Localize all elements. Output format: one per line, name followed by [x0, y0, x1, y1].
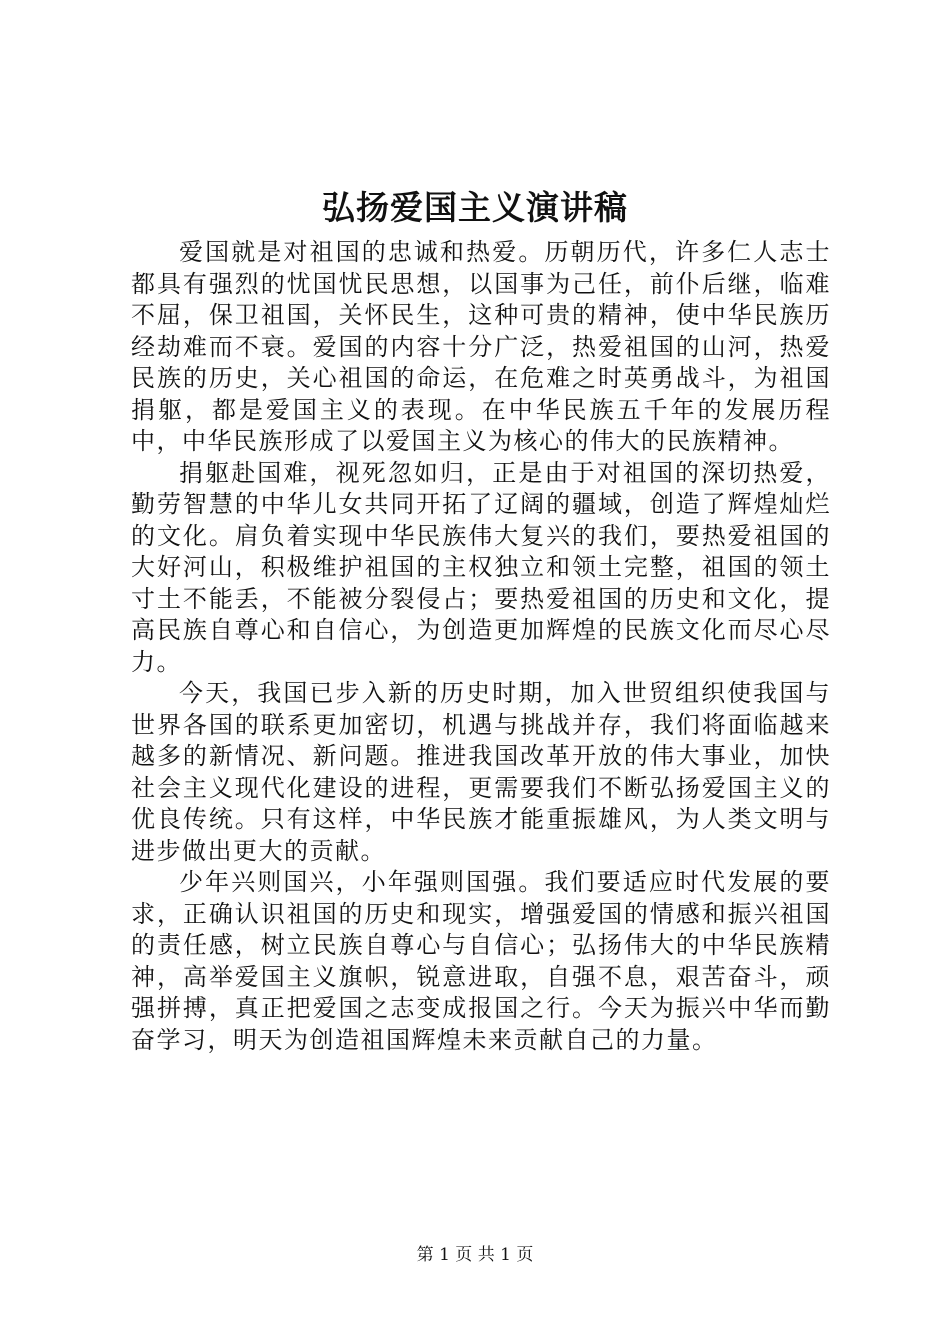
paragraph-3: 今天，我国已步入新的历史时期，加入世贸组织使我国与世界各国的联系更加密切，机遇与挑战并存，我们将面临越来越多的新情况、新问题。推进我国改革开放的伟大事业，加快社会主义现代化建设的进程，更需要我们不断弘扬爱国主义的优良传统。只有这样，中华民族才能重振雄风，为人类文明与进步做出更大的贡献。	[131, 679, 831, 865]
page-number-footer: 第 1 页 共 1 页	[416, 1245, 534, 1265]
document-title: 弘扬爱国主义演讲稿	[322, 188, 628, 227]
paragraph-2: 捐躯赴国难，视死忽如归，正是由于对祖国的深切热爱，勤劳智慧的中华儿女共同开拓了辽阔的疆域，创造了辉煌灿烂的文化。肩负着实现中华民族伟大复兴的我们，要热爱祖国的大好河山，积极维护祖国的主权独立和领土完整，祖国的领土寸土不能丢，不能被分裂侵占；要热爱祖国的历史和文化，提高民族自尊心和自信心，为创造更加辉煌的民族文化而尽心尽力。	[131, 458, 831, 676]
document-body	[131, 237, 831, 1056]
paragraph-4: 少年兴则国兴，小年强则国强。我们要适应时代发展的要求，正确认识祖国的历史和现实，增强爱国的情感和振兴祖国的责任感，树立民族自尊心与自信心；弘扬伟大的中华民族精神，高举爱国主义旗帜，锐意进取，自强不息，艰苦奋斗，顽强拼搏，真正把爱国之志变成报国之行。今天为振兴中华而勤奋学习，明天为创造祖国辉煌未来贡献自己的力量。	[131, 868, 831, 1054]
paragraph-1: 爱国就是对祖国的忠诚和热爱。历朝历代，许多仁人志士都具有强烈的忧国忧民思想，以国事为己任，前仆后继，临难不屈，保卫祖国，关怀民生，这种可贵的精神，使中华民族历经劫难而不衰。爱国的内容十分广泛，热爱祖国的山河，热爱民族的历史，关心祖国的命运，在危难之时英勇战斗，为祖国捐躯，都是爱国主义的表现。在中华民族五千年的发展历程中，中华民族形成了以爱国主义为核心的伟大的民族精神。	[131, 238, 831, 455]
